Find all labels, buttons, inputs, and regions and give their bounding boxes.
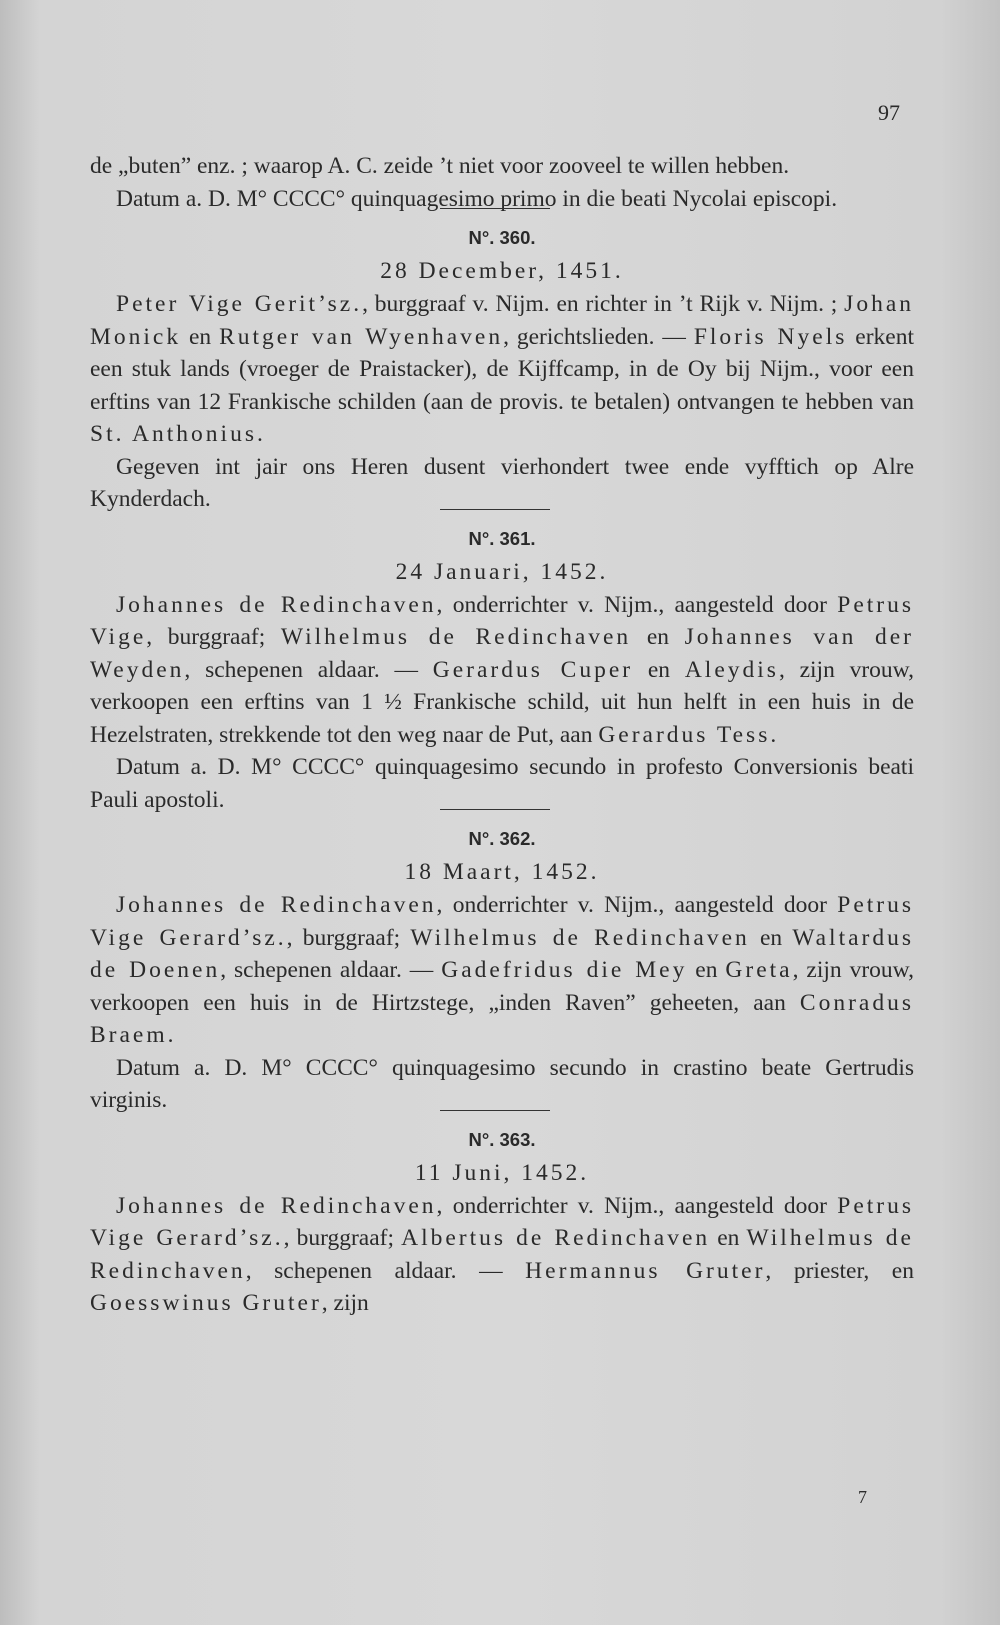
person-name: Petrus Vige Gerard’sz. bbox=[90, 1192, 914, 1251]
entry-363 bbox=[90, 1127, 914, 1320]
page-number: 97 bbox=[878, 100, 900, 125]
person-name: Conradus Braem bbox=[90, 989, 914, 1048]
entry-datum: Datum a. D. M° CCCC° quinquagesimo secundo in profesto Conversionis beati Pauli apostoli. bbox=[90, 754, 914, 813]
person-name: Wilhelmus de Redinchaven bbox=[90, 1225, 914, 1284]
entry-number: N°. 360. bbox=[468, 227, 536, 248]
person-name: Goesswinus Gruter bbox=[90, 1290, 322, 1316]
person-name: Johannes de Redinchaven bbox=[116, 1192, 437, 1219]
person-name: Wilhelmus de Redinchaven bbox=[410, 924, 750, 951]
person-name: Gerardus Cuper bbox=[432, 656, 634, 683]
entry-number: N°. 362. bbox=[468, 828, 536, 849]
person-name: Johannes de Redinchaven bbox=[116, 591, 437, 618]
entry-date: 11 Juni, 1452. bbox=[414, 1159, 590, 1186]
entry-date: 18 Maart, 1452. bbox=[404, 859, 600, 885]
person-name: Floris Nyels bbox=[693, 323, 848, 350]
person-name: Gadefridus die Mey bbox=[441, 957, 688, 983]
intro-line: de „buten” enz. ; waarop A. C. zeide ’t niet voor zooveel te willen hebben. bbox=[90, 153, 790, 179]
person-name: Peter Vige Gerit’sz. bbox=[116, 291, 363, 317]
entry-date: 24 Januari, 1452. bbox=[395, 558, 609, 585]
entry-360 bbox=[90, 225, 914, 516]
entry-date: 28 December, 1451. bbox=[380, 258, 624, 284]
person-name: Johannes van der Weyden bbox=[90, 624, 914, 683]
signature-mark: 7 bbox=[858, 1487, 867, 1507]
entry-number: N°. 363. bbox=[468, 1128, 536, 1150]
person-name: Albertus de Redinchaven bbox=[401, 1225, 711, 1251]
page-body bbox=[90, 150, 914, 1320]
entry-text: Johannes de Redinchaven, onderrichter v. Nijm., aangesteld door Petrus Vige Gerard’sz., burggraaf; Wilhelmus de Redinchaven en Waltardus de Doenen, schepenen aldaar. — Gadefridus die Mey en Greta, zijn vrouw, verkoopen een huis in de Hirtzstege, „inden Raven” geheeten, aan Conradus Braem. bbox=[90, 892, 915, 1048]
entry-text: Peter Vige Gerit’sz., burggraaf v. Nijm. en richter in ’t Rijk v. Nijm. ; Johan Monick en Rutger van Wyenhaven, gerichtslieden. — Floris Nyels erkent een stuk lands (vroeger de Praistacker), de Kijffcamp, in de Oy bij Nijm., voor een erftins van 12 Frankische schilden (aan de provis. te betalen) ontvangen te hebben van St. Anthonius. bbox=[90, 291, 914, 447]
intro-datum: Datum a. D. M° CCCC° quinquagesimo primo in die beati Nycolai episcopi. bbox=[116, 185, 838, 212]
person-name: Rutger van Wyenhaven bbox=[219, 323, 504, 350]
person-name: Petrus Vige Gerard’sz. bbox=[90, 892, 914, 951]
person-name: Gerardus Tess bbox=[598, 721, 771, 748]
person-name: Johan Monick bbox=[90, 291, 914, 350]
person-name: St. Anthonius bbox=[90, 421, 257, 447]
person-name: Petrus Vige bbox=[90, 591, 914, 650]
person-name: Waltardus de Doenen bbox=[90, 924, 915, 983]
person-name: Johannes de Redinchaven bbox=[116, 892, 437, 918]
entry-362 bbox=[90, 826, 914, 1117]
entry-text: Johannes de Redinchaven, onderrichter v. Nijm., aangesteld door Petrus Vige, burggraaf; Wilhelmus de Redinchaven en Johannes van der Weyden, schepenen aldaar. — Gerardus Cuper en Aleydis, zijn vrouw, verkoopen een erftins van 1 ½ Frankische schild, uit hun helft in een huis in de Hezelstraten, strekkende tot den weg naar de Put, aan Gerardus Tess. bbox=[90, 591, 914, 748]
entry-number: N°. 361. bbox=[468, 527, 536, 549]
entry-datum: Datum a. D. M° CCCC° quinquagesimo secundo in crastino beate Gertrudis virginis. bbox=[90, 1054, 914, 1113]
person-name: Wilhelmus de Redinchaven bbox=[280, 624, 632, 650]
person-name: Greta bbox=[725, 957, 793, 983]
person-name: Aleydis bbox=[684, 656, 779, 683]
entry-datum: Gegeven int jair ons Heren dusent vierhondert twee ende vyfftich op Alre Kynderdach. bbox=[90, 453, 914, 512]
entry-361 bbox=[90, 526, 914, 817]
entry-text: Johannes de Redinchaven, onderrichter v. Nijm., aangesteld door Petrus Vige Gerard’sz., burggraaf; Albertus de Redinchaven en Wilhelmus de Redinchaven, schepenen aldaar. — Hermannus Gruter, priester, en Goesswinus Gruter, zijn bbox=[90, 1192, 914, 1316]
person-name: Hermannus Gruter bbox=[525, 1257, 766, 1284]
